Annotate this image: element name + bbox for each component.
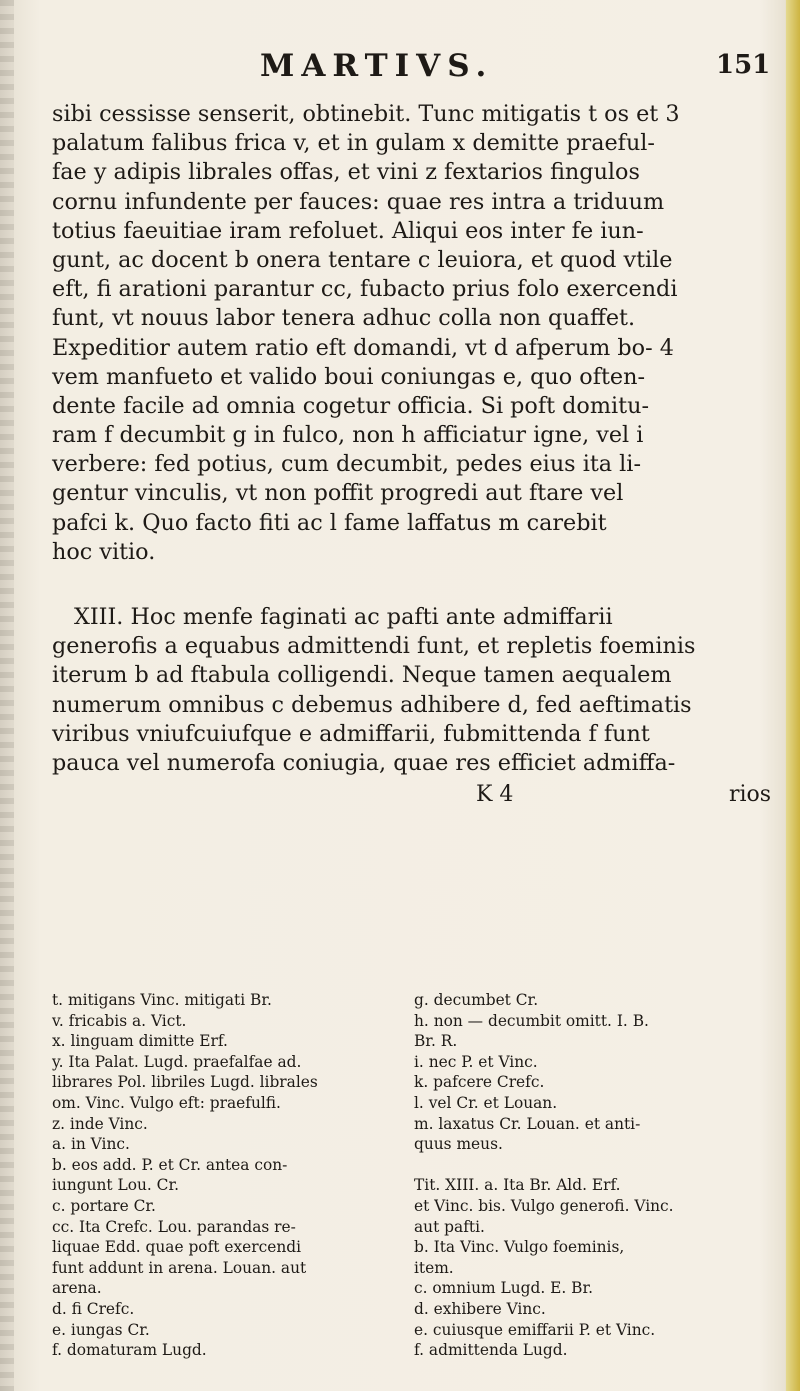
text-line: gunt, ac docent b onera tentare c leuiora, et quod vtile xyxy=(52,246,673,273)
section-line: pauca vel numerofa coniugia, quae res efficiet admiffa- xyxy=(52,749,676,776)
section-line: numerum omnibus c debemus adhibere d, fed aeftimatis xyxy=(52,691,692,718)
section-line: iterum b ad ftabula colligendi. Neque tamen aequalem xyxy=(52,662,672,689)
footnote: iungunt Lou. Cr. xyxy=(52,1176,180,1195)
footnote: d. fi Crefc. xyxy=(52,1299,135,1318)
text-line: hoc vitio. xyxy=(52,538,156,565)
binding-gutter xyxy=(0,0,14,1391)
footnote: t. mitigans Vinc. mitigati Br. xyxy=(52,991,272,1009)
footnote: b. Ita Vinc. Vulgo foeminis, xyxy=(414,1238,625,1257)
text-line: cornu infundente per fauces: quae res intra a triduum xyxy=(52,188,665,215)
section-line: viribus vniufcuiufque e admiffarii, fubmittenda f funt xyxy=(52,720,650,747)
footnote: e. iungas Cr. xyxy=(52,1320,150,1339)
footnote: h. non — decumbit omitt. I. B. xyxy=(414,1011,649,1030)
footnote: m. laxatus Cr. Louan. et anti- xyxy=(414,1114,641,1133)
footnote: arena. xyxy=(52,1279,102,1298)
footnote: b. eos add. P. et Cr. antea con- xyxy=(52,1155,288,1174)
footnote: et Vinc. bis. Vulgo generofi. Vinc. xyxy=(414,1196,674,1215)
text-line: funt, vt nouus labor tenera adhuc colla non quaffet. xyxy=(52,305,636,332)
text-line: palatum falibus frica v, et in gulam x demitte praeful- xyxy=(52,130,655,157)
text-line: totius faeuitiae iram refoluet. Aliqui eos inter fe iun- xyxy=(52,217,644,244)
text-line: eft, fi arationi parantur cc, fubacto prius folo exercendi xyxy=(52,276,678,303)
footnote: z. inde Vinc. xyxy=(52,1114,148,1133)
footnote: om. Vinc. Vulgo eft: praefulfi. xyxy=(52,1093,281,1112)
footnote: y. Ita Palat. Lugd. praefalfae ad. xyxy=(52,1052,302,1071)
text-line: vem manfueto et valido boui coniungas e, quo often- xyxy=(52,363,646,390)
footnotes-left-column xyxy=(52,990,392,1361)
text-line: sibi cessisse senserit, obtinebit. Tunc mitigatis t os et 3 xyxy=(52,101,680,127)
gilded-page-edge xyxy=(786,0,800,1391)
footnote: liquae Edd. quae poft exercendi xyxy=(52,1238,302,1257)
main-text xyxy=(52,100,770,812)
signature-row xyxy=(52,778,770,812)
footnote: k. pafcere Crefc. xyxy=(414,1073,545,1092)
footnote: e. cuiusque emiffarii P. et Vinc. xyxy=(414,1320,656,1339)
footnotes-right-column xyxy=(414,990,774,1361)
footnote: x. linguam dimitte Erf. xyxy=(52,1032,228,1051)
section-line: generofis a equabus admittendi funt, et repletis foeminis xyxy=(52,633,696,660)
text-line: fae y adipis librales offas, et vini z fextarios fingulos xyxy=(52,159,640,186)
footnote: v. fricabis a. Vict. xyxy=(52,1011,187,1030)
text-line: verbere: fed potius, cum decumbit, pedes eius ita li- xyxy=(52,451,641,478)
text-line: dente facile ad omnia cogetur officia. Si poft domitu- xyxy=(52,392,649,419)
footnote: quus meus. xyxy=(414,1135,503,1154)
running-head: MARTIVS. xyxy=(260,48,494,84)
text-line: pafci k. Quo facto fiti ac l fame laffatus m carebit xyxy=(52,509,607,536)
footnote: a. in Vinc. xyxy=(52,1135,130,1154)
footnote: item. xyxy=(414,1258,454,1277)
catchword: rios xyxy=(729,782,772,808)
section-line: XIII. Hoc menfe faginati ac pafti ante admiffarii xyxy=(74,604,613,630)
page-number: 151 xyxy=(716,50,771,80)
footnote: c. omnium Lugd. E. Br. xyxy=(414,1279,594,1298)
footnote: Tit. XIII. a. Ita Br. Ald. Erf. xyxy=(414,1176,621,1195)
footnote: aut pafti. xyxy=(414,1217,485,1236)
text-line: gentur vinculis, vt non poffit progredi aut ftare vel xyxy=(52,480,624,507)
footnote: Br. R. xyxy=(414,1032,458,1051)
page-header xyxy=(0,48,800,88)
footnote: funt addunt in arena. Louan. aut xyxy=(52,1258,307,1277)
footnote: librares Pol. libriles Lugd. librales xyxy=(52,1073,318,1092)
footnote: cc. Ita Crefc. Lou. parandas re- xyxy=(52,1217,296,1236)
footnote: f. admittenda Lugd. xyxy=(414,1341,568,1360)
footnote: f. domaturam Lugd. xyxy=(52,1341,207,1360)
signature-mark: K 4 xyxy=(476,782,514,808)
footnote xyxy=(414,1155,774,1176)
footnote: g. decumbet Cr. xyxy=(414,991,539,1009)
text-line: ram f decumbit g in fulco, non h afficiatur igne, vel i xyxy=(52,422,644,449)
footnote: i. nec P. et Vinc. xyxy=(414,1052,538,1071)
text-line: Expeditior autem ratio eft domandi, vt d afperum bo- 4 xyxy=(52,334,674,361)
footnote: d. exhibere Vinc. xyxy=(414,1299,546,1318)
section-gap xyxy=(52,567,770,603)
footnote: c. portare Cr. xyxy=(52,1196,156,1215)
footnote: l. vel Cr. et Louan. xyxy=(414,1093,558,1112)
